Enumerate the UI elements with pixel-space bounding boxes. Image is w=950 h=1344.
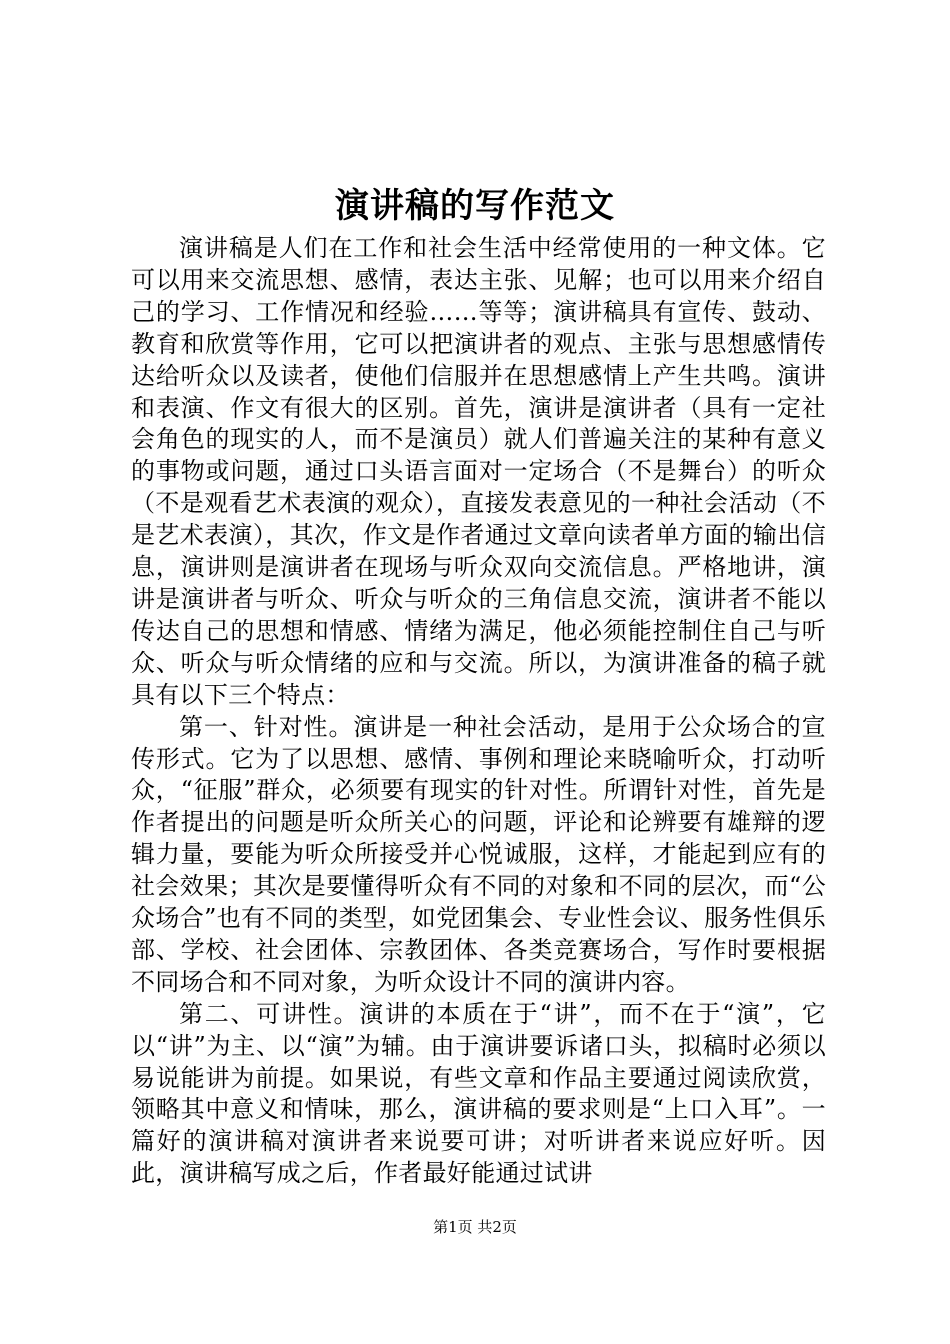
page-number-footer: 第1页 共2页	[433, 1218, 517, 1236]
document-body	[131, 233, 826, 1190]
document-title: 演讲稿的写作范文	[335, 186, 615, 226]
paragraph-point-two: 第二、可讲性。演讲的本质在于“讲”，而不在于“演”，它以“讲”为主、以“演”为辅。由于演讲要诉诸口头，拟稿时必须以易说能讲为前提。如果说，有些文章和作品主要通过阅读欣赏，领略其中意义和情味，那么，演讲稿的要求则是“上口入耳”。一篇好的演讲稿对演讲者来说要可讲；对听讲者来说应好听。因此，演讲稿写成之后，作者最好能通过试讲	[131, 999, 826, 1188]
paragraph-intro: 演讲稿是人们在工作和社会生活中经常使用的一种文体。它可以用来交流思想、感情，表达主张、见解；也可以用来介绍自己的学习、工作情况和经验……等等；演讲稿具有宣传、鼓动、教育和欣赏等作用，它可以把演讲者的观点、主张与思想感情传达给听众以及读者，使他们信服并在思想感情上产生共鸣。演讲和表演、作文有很大的区别。首先，演讲是演讲者（具有一定社会角色的现实的人，而不是演员）就人们普遍关注的某种有意义的事物或问题，通过口头语言面对一定场合（不是舞台）的听众（不是观看艺术表演的观众），直接发表意见的一种社会活动（不是艺术表演），其次，作文是作者通过文章向读者单方面的输出信息，演讲则是演讲者在现场与听众双向交流信息。严格地讲，演讲是演讲者与听众、听众与听众的三角信息交流，演讲者不能以传达自己的思想和情感、情绪为满足，他必须能控制住自己与听众、听众与听众情绪的应和与交流。所以，为演讲准备的稿子就具有以下三个特点：	[131, 234, 826, 709]
paragraph-point-one: 第一、针对性。演讲是一种社会活动，是用于公众场合的宣传形式。它为了以思想、感情、事例和理论来晓喻听众，打动听众，“征服”群众，必须要有现实的针对性。所谓针对性，首先是作者提出的问题是听众所关心的问题，评论和论辨要有雄辩的逻辑力量，要能为听众所接受并心悦诚服，这样，才能起到应有的社会效果；其次是要懂得听众有不同的对象和不同的层次，而“公众场合”也有不同的类型，如党团集会、专业性会议、服务性俱乐部、学校、社会团体、宗教团体、各类竞赛场合，写作时要根据不同场合和不同对象，为听众设计不同的演讲内容。	[131, 712, 826, 996]
